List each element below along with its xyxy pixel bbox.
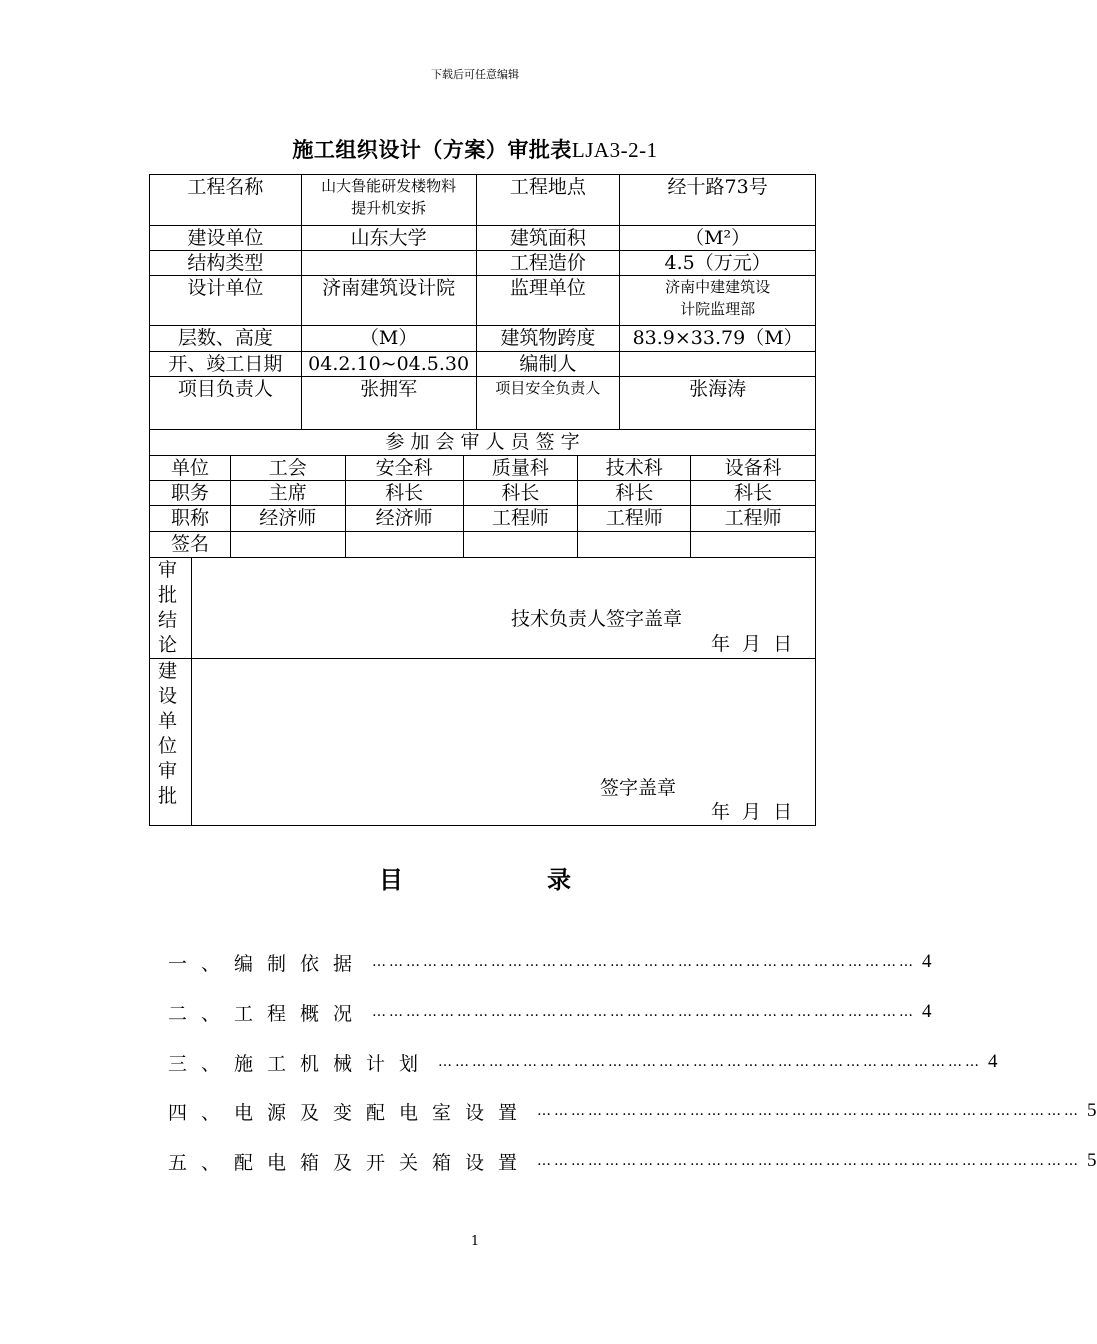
toc-item-label: 一、编制依据 bbox=[168, 952, 367, 975]
toc-item-page: 5 bbox=[1087, 1100, 1097, 1121]
builder-date-text: 年 月 日 bbox=[710, 801, 793, 823]
area-value: （M²） bbox=[620, 226, 816, 251]
toc-item-label: 三、施工机械计划 bbox=[168, 1052, 433, 1075]
position-cell: 科长 bbox=[691, 481, 816, 506]
title-cell: 经济师 bbox=[345, 506, 463, 532]
conclusion-body bbox=[191, 558, 815, 659]
builder-sign-text: 签字盖章 bbox=[599, 777, 676, 799]
builder-approval-label-char: 建 bbox=[158, 660, 178, 682]
signers-table bbox=[149, 429, 816, 558]
span-value: 83.9×33.79（M） bbox=[620, 326, 816, 352]
row-label-position: 职务 bbox=[150, 481, 231, 506]
builder-value: 山东大学 bbox=[301, 226, 476, 251]
builder-label: 建设单位 bbox=[150, 226, 302, 251]
toc-leader-dots: …………………………………………………………………………………… bbox=[537, 1103, 1082, 1119]
toc-item-page: 4 bbox=[988, 1051, 998, 1072]
form-title-text: 施工组织设计（方案）审批表 bbox=[292, 137, 572, 162]
floors-value: （M） bbox=[301, 326, 476, 352]
structure-label: 结构类型 bbox=[150, 251, 302, 276]
span-label: 建筑物跨度 bbox=[476, 326, 620, 352]
toc-leader-dots: …………………………………………………………………………………… bbox=[537, 1153, 1082, 1169]
unit-cell: 设备科 bbox=[691, 456, 816, 481]
cost-label: 工程造价 bbox=[476, 251, 620, 276]
builder-approval-label-char: 位 bbox=[158, 735, 178, 757]
supervisor-value: 济南中建建筑设计院监理部 bbox=[620, 276, 816, 326]
floors-label: 层数、高度 bbox=[150, 326, 302, 352]
row-label-unit: 单位 bbox=[150, 456, 231, 481]
signature-cell bbox=[691, 532, 816, 558]
conclusion-sign-text: 技术负责人签字盖章 bbox=[510, 608, 682, 630]
conclusion-label-char: 结 bbox=[158, 609, 178, 631]
signers-section-title: 参 加 会 审 人 员 签 字 bbox=[150, 430, 816, 456]
toc-item[interactable] bbox=[168, 947, 932, 977]
pm-label: 项目负责人 bbox=[150, 377, 302, 430]
project-name-value: 山大鲁能研发楼物料提升机安拆 bbox=[301, 175, 476, 226]
title-cell: 工程师 bbox=[578, 506, 691, 532]
toc-item-label: 四、电源及变配电室设置 bbox=[168, 1101, 532, 1124]
dates-label: 开、竣工日期 bbox=[150, 352, 302, 377]
project-info-table bbox=[149, 174, 816, 430]
approval-table bbox=[149, 557, 816, 826]
unit-cell: 安全科 bbox=[345, 456, 463, 481]
builder-approval-label-char: 单 bbox=[158, 710, 178, 732]
unit-cell: 工会 bbox=[230, 456, 345, 481]
toc-item[interactable] bbox=[168, 1146, 1097, 1176]
cost-value: 4.5（万元） bbox=[620, 251, 816, 276]
title-cell: 经济师 bbox=[230, 506, 345, 532]
conclusion-label-char: 审 bbox=[158, 559, 178, 581]
conclusion-label bbox=[150, 558, 192, 659]
signature-cell bbox=[345, 532, 463, 558]
designer-label: 设计单位 bbox=[150, 276, 302, 326]
area-label: 建筑面积 bbox=[476, 226, 620, 251]
position-cell: 科长 bbox=[463, 481, 578, 506]
form-code: LJA3-2-1 bbox=[571, 138, 658, 162]
position-cell: 科长 bbox=[345, 481, 463, 506]
toc-item[interactable] bbox=[168, 997, 932, 1027]
form-title bbox=[0, 134, 950, 164]
builder-approval-body bbox=[191, 659, 815, 826]
toc-title-left: 目 bbox=[379, 865, 403, 894]
conclusion-date-text: 年 月 日 bbox=[710, 633, 793, 655]
toc-item[interactable] bbox=[168, 1096, 1097, 1126]
toc-item-page: 4 bbox=[922, 951, 932, 972]
header-note: 下载后可任意编辑 bbox=[431, 68, 519, 81]
conclusion-label-char: 论 bbox=[158, 634, 178, 656]
title-cell: 工程师 bbox=[463, 506, 578, 532]
project-location-label: 工程地点 bbox=[476, 175, 620, 226]
project-location-value: 经十路73号 bbox=[620, 175, 816, 226]
pm-value: 张拥军 bbox=[301, 377, 476, 430]
signature-cell bbox=[463, 532, 578, 558]
signature-cell bbox=[230, 532, 345, 558]
toc-leader-dots: …………………………………………………………………………………… bbox=[372, 1004, 917, 1020]
compiler-value bbox=[620, 352, 816, 377]
row-label-title: 职称 bbox=[150, 506, 231, 532]
toc-item-label: 二、工程概况 bbox=[168, 1002, 367, 1025]
toc-item-page: 5 bbox=[1087, 1150, 1097, 1171]
supervisor-label: 监理单位 bbox=[476, 276, 620, 326]
position-cell: 科长 bbox=[578, 481, 691, 506]
builder-approval-label-char: 设 bbox=[158, 685, 178, 707]
conclusion-label-char: 批 bbox=[158, 584, 178, 606]
toc-title-right: 录 bbox=[547, 865, 571, 894]
toc-leader-dots: …………………………………………………………………………………… bbox=[372, 954, 917, 970]
toc-leader-dots: …………………………………………………………………………………… bbox=[438, 1054, 983, 1070]
safety-label: 项目安全负责人 bbox=[476, 377, 620, 430]
builder-approval-label-char: 批 bbox=[158, 785, 178, 807]
page-number: 1 bbox=[470, 1234, 480, 1249]
designer-value: 济南建筑设计院 bbox=[301, 276, 476, 326]
signature-cell bbox=[578, 532, 691, 558]
dates-value: 04.2.10~04.5.30 bbox=[301, 352, 476, 377]
builder-approval-label bbox=[150, 659, 192, 826]
position-cell: 主席 bbox=[230, 481, 345, 506]
row-label-signature: 签名 bbox=[150, 532, 231, 558]
compiler-label: 编制人 bbox=[476, 352, 620, 377]
toc-item-page: 4 bbox=[922, 1001, 932, 1022]
unit-cell: 质量科 bbox=[463, 456, 578, 481]
toc-item-label: 五、配电箱及开关箱设置 bbox=[168, 1151, 532, 1174]
project-name-label: 工程名称 bbox=[150, 175, 302, 226]
structure-value bbox=[301, 251, 476, 276]
safety-value: 张海涛 bbox=[620, 377, 816, 430]
toc-item[interactable] bbox=[168, 1047, 998, 1077]
toc-title bbox=[0, 860, 950, 895]
builder-approval-label-char: 审 bbox=[158, 760, 178, 782]
unit-cell: 技术科 bbox=[578, 456, 691, 481]
title-cell: 工程师 bbox=[691, 506, 816, 532]
